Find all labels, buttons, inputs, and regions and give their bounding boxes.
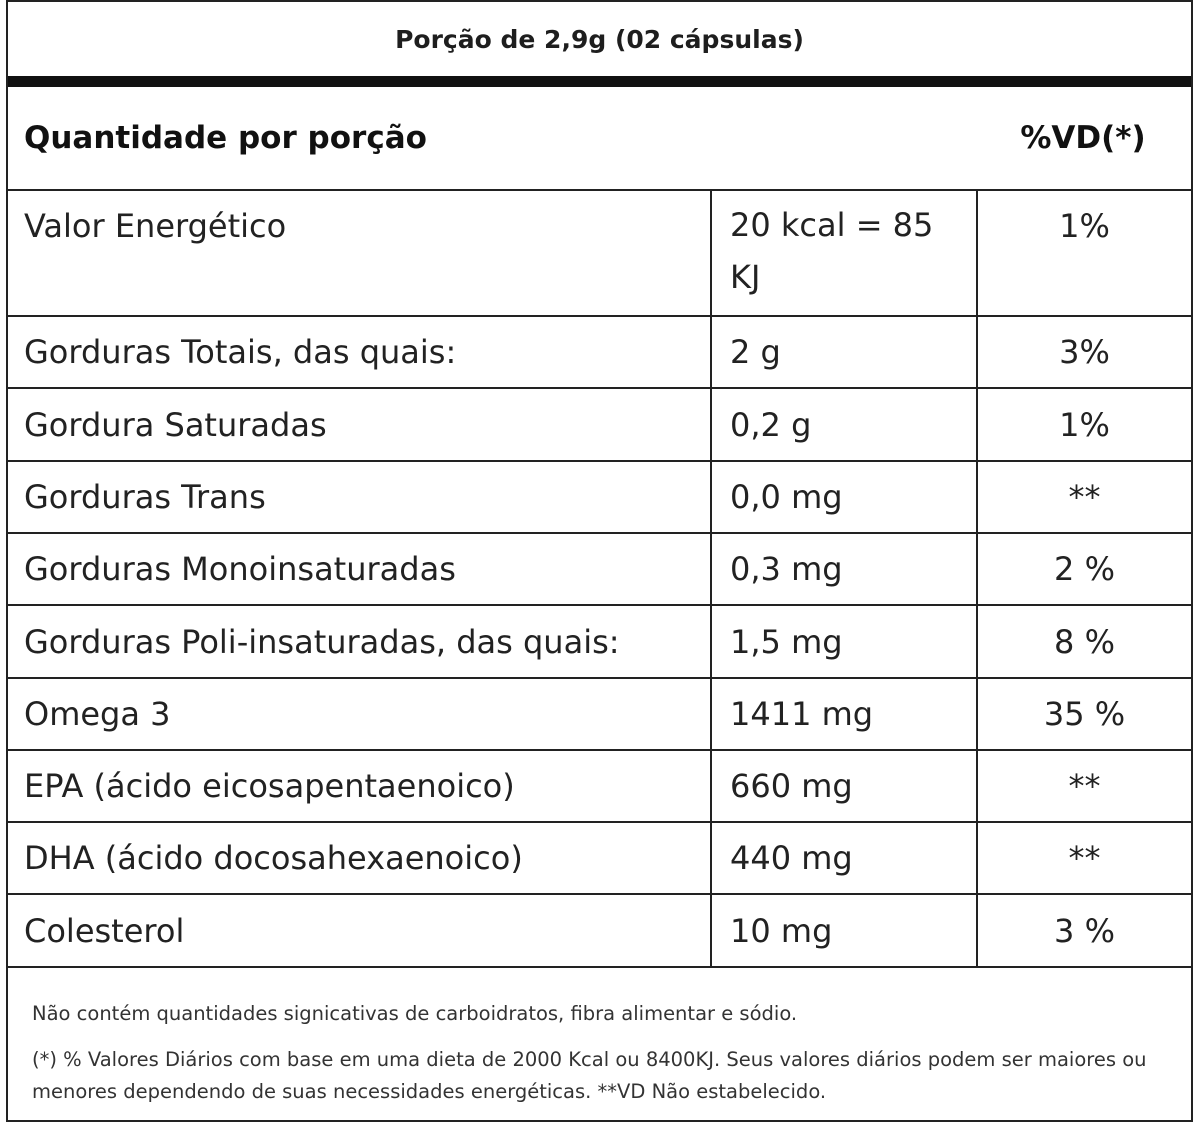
thick-divider [8,76,1191,87]
footnote-content: Não contém quantidades signicativas de carboidratos, fibra alimentar e sódio. [32,1002,798,1025]
table-row [8,894,1191,967]
table-row [8,750,1191,822]
footnote-daily-values: (*) % Valores Diários com base em uma dieta de 2000 Kcal ou 8400KJ. Seus valores diários podem ser maiores ou menores dependendo de suas necessidades energéticas. **VD Não estabelecido. [32,1048,1147,1103]
nutrition-facts-panel [6,0,1193,1122]
nutrient-name: DHA (ácido docosahexaenoico) [8,822,711,894]
nutrient-name: Gorduras Monoinsaturadas [8,533,711,605]
nutrient-amount: 10 mg [711,894,977,967]
nutrient-dv: 3 % [977,894,1191,967]
nutrient-amount: 440 mg [711,822,977,894]
nutrient-name: EPA (ácido eicosapentaenoico) [8,750,711,822]
nutrient-dv: 1% [977,191,1191,316]
amount-per-serving-heading: Quantidade por porção [24,120,427,156]
nutrient-name: Gorduras Poli-insaturadas, das quais: [8,605,711,678]
nutrient-name: Gordura Saturadas [8,388,711,461]
nutrient-amount: 0,0 mg [711,461,977,533]
nutrient-amount: 1411 mg [711,678,977,750]
nutrient-name: Gorduras Totais, das quais: [8,316,711,388]
nutrient-name: Omega 3 [8,678,711,750]
nutrient-dv: 8 % [977,605,1191,678]
nutrient-amount: 20 kcal = 85 KJ [711,191,977,316]
nutrient-dv: ** [977,461,1191,533]
nutrient-dv: 2 % [977,533,1191,605]
table-row [8,533,1191,605]
table-row [8,461,1191,533]
table-row [8,388,1191,461]
nutrient-amount: 0,3 mg [711,533,977,605]
nutrient-name: Colesterol [8,894,711,967]
serving-size: Porção de 2,9g (02 cápsulas) [8,0,1191,76]
footnotes [8,968,1191,1108]
nutrient-table [8,191,1191,968]
nutrient-amount: 1,5 mg [711,605,977,678]
table-row [8,191,1191,316]
nutrient-amount: 0,2 g [711,388,977,461]
daily-value-heading: %VD(*) [1020,120,1146,156]
nutrient-amount: 2 g [711,316,977,388]
table-row [8,678,1191,750]
table-header [8,87,1191,191]
nutrient-amount: 660 mg [711,750,977,822]
nutrient-dv: 35 % [977,678,1191,750]
nutrient-dv: ** [977,822,1191,894]
nutrient-name: Valor Energético [8,191,711,316]
table-row [8,316,1191,388]
table-row [8,605,1191,678]
nutrient-name: Gorduras Trans [8,461,711,533]
nutrient-dv: 3% [977,316,1191,388]
nutrient-dv: 1% [977,388,1191,461]
table-row [8,822,1191,894]
nutrient-dv: ** [977,750,1191,822]
